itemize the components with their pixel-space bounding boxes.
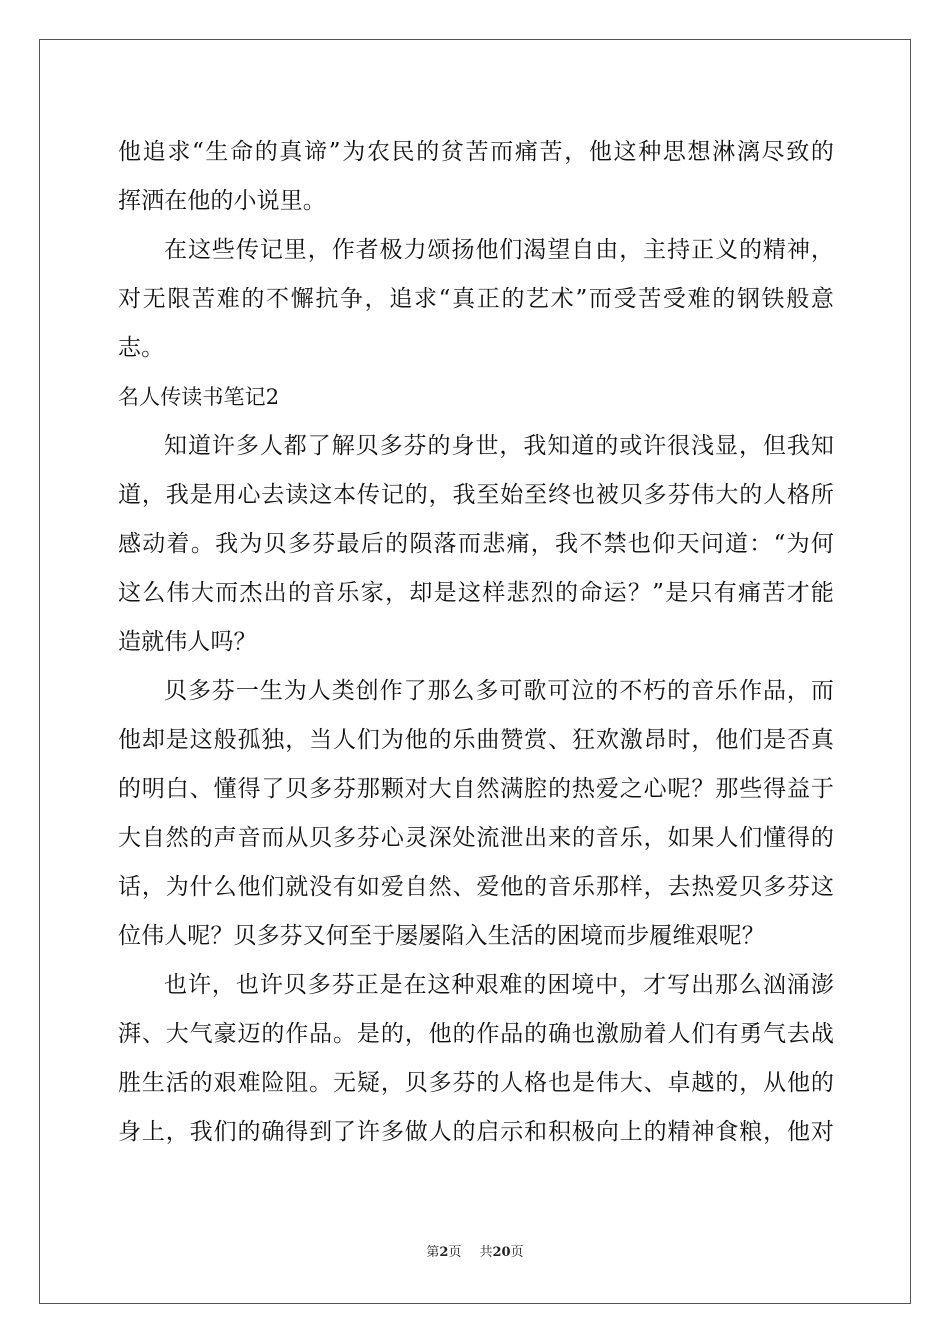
- page-number: 2: [439, 1245, 449, 1260]
- text-line: 位伟人呢？贝多芬又何至于屡屡陷入生活的困境而步履维艰呢？: [118, 923, 765, 949]
- text-line: 他却是这般孤独，当人们为他的乐曲赞赏、狂欢激昂时，他们是否真: [118, 727, 834, 753]
- total-pages: 20: [492, 1245, 511, 1260]
- text-line: 这么伟大而杰出的音乐家，却是这样悲烈的命运？”是只有痛苦才能: [118, 580, 834, 606]
- text-line: 胜生活的艰难险阻。无疑，贝多芬的人格也是伟大、卓越的，从他的: [118, 1070, 834, 1096]
- text-line: 道，我是用心去读这本传记的，我至始至终也被贝多芬伟大的人格所: [118, 482, 834, 508]
- paragraph-start-line: 贝多芬一生为人类创作了那么多可歌可泣的不朽的音乐作品，而: [164, 678, 834, 704]
- text-line: 大自然的声音而从贝多芬心灵深处流泄出来的音乐，如果人们懂得的: [118, 825, 834, 851]
- page-footer: [0, 1243, 950, 1263]
- text-line: 身上，我们的确得到了许多做人的启示和积极向上的精神食粮，他对: [118, 1119, 834, 1145]
- text-line: 的明白、懂得了贝多芬那颗对大自然满腔的热爱之心呢？那些得益于: [118, 776, 834, 802]
- page-label-prefix: 第: [426, 1245, 440, 1260]
- text-line: 话，为什么他们就没有如爱自然、爱他的音乐那样，去热爱贝多芬这: [118, 874, 834, 900]
- section-heading: 名人传读书笔记2: [118, 385, 280, 409]
- total-label-prefix: 共: [479, 1245, 493, 1260]
- paragraph-start-line: 知道许多人都了解贝多芬的身世，我知道的或许很浅显，但我知: [164, 433, 834, 459]
- paragraph-start-line: 也许，也许贝多芬正是在这种艰难的困境中，才写出那么汹涌澎: [164, 972, 834, 998]
- text-line: 挥洒在他的小说里。: [118, 188, 326, 214]
- page-label-suffix: 页: [448, 1245, 462, 1260]
- text-line: 他追求“生命的真谛”为农民的贫苦而痛苦，他这种思想淋漓尽致的: [118, 139, 834, 165]
- total-label-suffix: 页: [510, 1245, 524, 1260]
- text-line: 感动着。我为贝多芬最后的陨落而悲痛，我不禁也仰天问道：“为何: [118, 531, 834, 557]
- text-line: 志。: [118, 335, 165, 361]
- text-line: 对无限苦难的不懈抗争，追求“真正的艺术”而受苦受难的钢铁般意: [118, 286, 834, 312]
- document-body: [118, 128, 834, 1157]
- text-line: 造就伟人吗？: [118, 629, 257, 655]
- paragraph-start-line: 在这些传记里，作者极力颂扬他们渴望自由，主持正义的精神，: [164, 237, 834, 263]
- text-line: 湃、大气豪迈的作品。是的，他的作品的确也激励着人们有勇气去战: [118, 1021, 834, 1047]
